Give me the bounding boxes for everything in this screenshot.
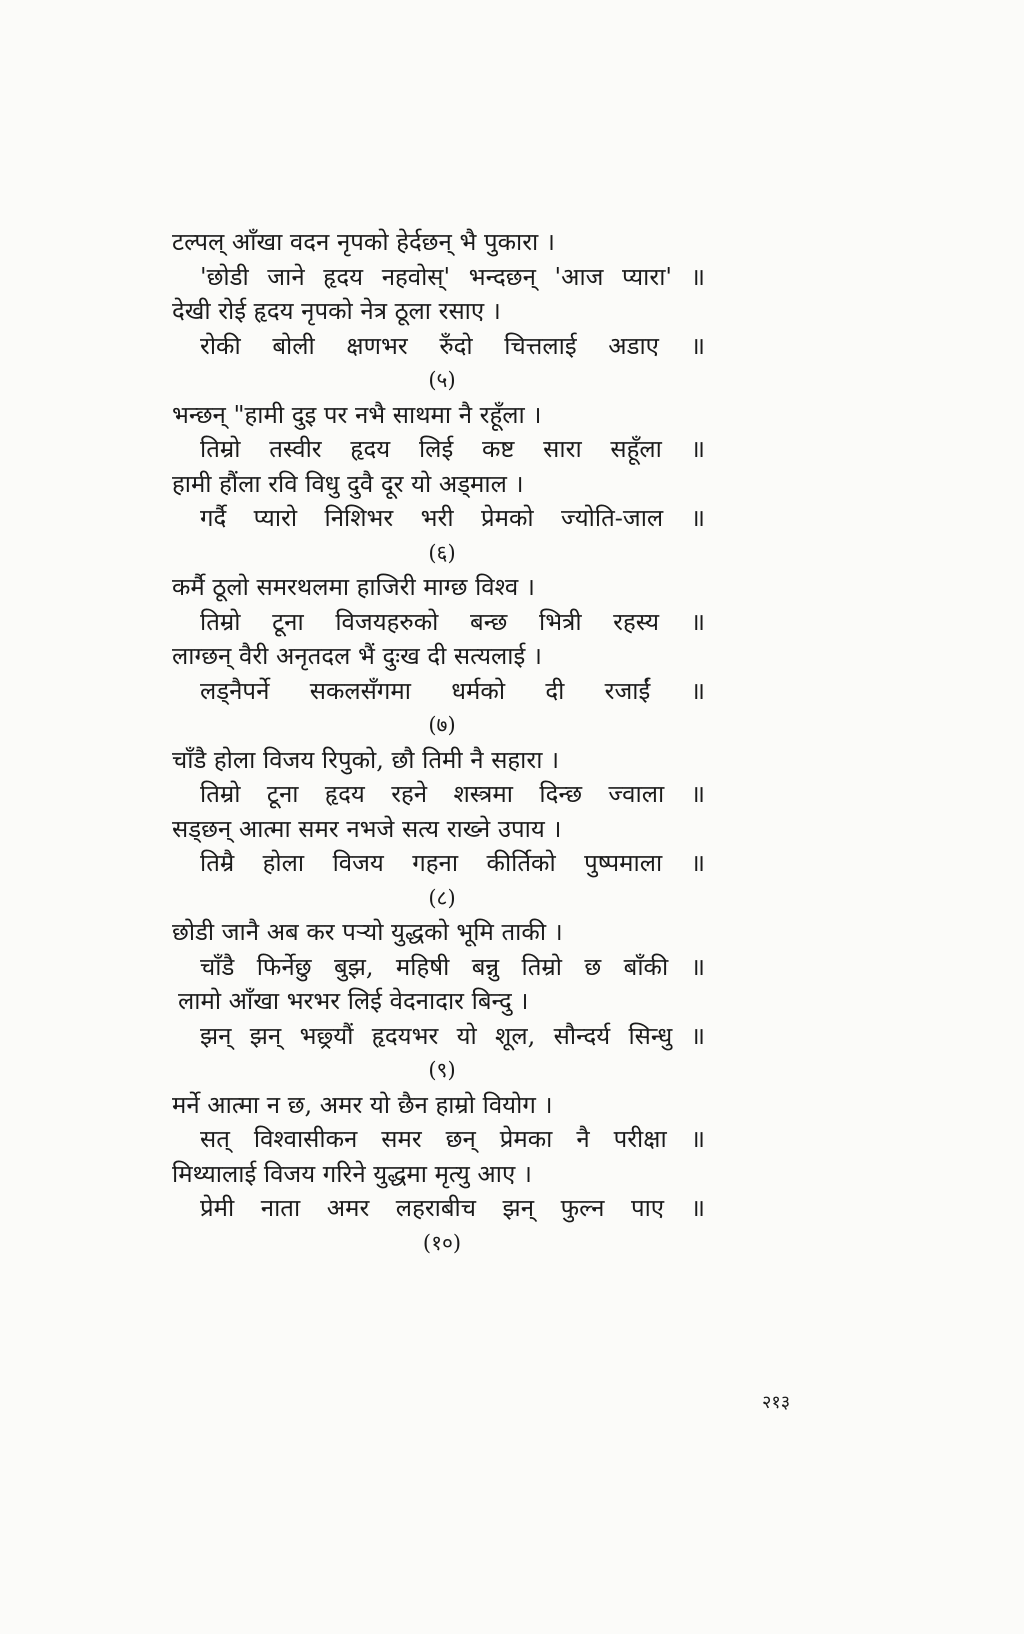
stanza-number: (८)	[428, 885, 456, 910]
verse-line: कर्मै ठूलो समरथलमा हाजिरी माग्छ विश्व ।	[172, 573, 535, 601]
stanza-6	[172, 398, 732, 571]
page-number: २१३	[762, 1392, 791, 1413]
verse-line: सड्छन् आत्मा समर नभजे सत्य राख्ने उपाय ।	[172, 814, 562, 843]
verse-line: 'छोडी जाने हृदय नहवोस्' भन्दछन् 'आज प्यारा' ॥	[200, 262, 705, 291]
stanza-number: (६)	[428, 540, 456, 565]
verse-line: गर्दै प्यारो निशिभर भरी प्रेमको ज्योति-जाल ॥	[200, 504, 705, 532]
verse-line: छोडी जानै अब कर पऱ्यो युद्धको भूमि ताकी ।	[172, 918, 563, 946]
stanza-number: (७)	[428, 713, 456, 737]
verse-line: लामो आँखा भरभर लिई वेदनादार बिन्दु ।	[178, 987, 529, 1015]
stanza-8	[172, 743, 732, 916]
verse-line: हामी हौंला रवि विधु दुवै दूर यो अड्माल ।	[172, 469, 524, 498]
verse-line: झन् झन् भछ्र्यौं हृदयभर यो शूल, सौन्दर्य सिन्धु ॥	[200, 1021, 705, 1050]
verse-line: चाँडै फिर्नेछु बुझ, महिषी बन्नु तिम्रो छ बाँकी ॥	[200, 952, 705, 981]
verse-line: मर्ने आत्मा न छ, अमर यो छैन हाम्रो वियोग ।	[172, 1090, 553, 1119]
verse-line: तिम्रो टूना विजयहरुको बन्छ भित्री रहस्य ॥	[200, 607, 705, 636]
verse-line: लड्नैपर्ने सकलसँगमा धर्मको दी रजाईं ॥	[200, 676, 705, 705]
verse-line: सत् विश्वासीकन समर छन् प्रेमका नै परीक्षा ॥	[200, 1125, 705, 1153]
verse-line: टल्पल् आँखा वदन नृपको हेर्दछन् भै पुकारा ।	[172, 228, 555, 256]
verse-line: रोकी बोली क्षणभर रुँदो चित्तलाई अडाए ॥	[200, 331, 705, 360]
verse-line: चाँडै होला विजय रिपुको, छौ तिमी नै सहारा ।	[172, 745, 560, 774]
verse-line: मिथ्यालाई विजय गरिने युद्धमा मृत्यु आए ।	[172, 1159, 532, 1188]
stanza-7	[172, 570, 732, 743]
stanza-5	[172, 225, 732, 398]
verse-line: भन्छन् "हामी दुइ पर नभै साथमा नै रहूँला ।	[172, 400, 542, 429]
verse-line: प्रेमी नाता अमर लहराबीच झन् फुल्न पाए ॥	[200, 1194, 705, 1222]
verse-line: तिम्रै होला विजय गहना कीर्तिको पुष्पमाला ॥	[200, 849, 705, 877]
verse-line: देखी रोई हृदय नृपको नेत्र ठूला रसाए ।	[172, 297, 501, 325]
verse-line: लाग्छन् वैरी अनृतदल भैं दुःख दी सत्यलाई ।	[172, 642, 543, 670]
stanza-10	[172, 1088, 732, 1261]
verse-line: तिम्रो टूना हृदय रहने शस्त्रमा दिन्छ ज्वाला ॥	[200, 780, 705, 808]
stanza-number: (१०)	[422, 1230, 462, 1255]
stanza-number: (५)	[428, 368, 456, 392]
stanza-9	[172, 915, 732, 1088]
stanza-number: (९)	[428, 1058, 456, 1082]
poem	[172, 225, 732, 1260]
verse-line: तिम्रो तस्वीर हृदय लिई कष्ट सारा सहूँला ॥	[200, 435, 705, 463]
